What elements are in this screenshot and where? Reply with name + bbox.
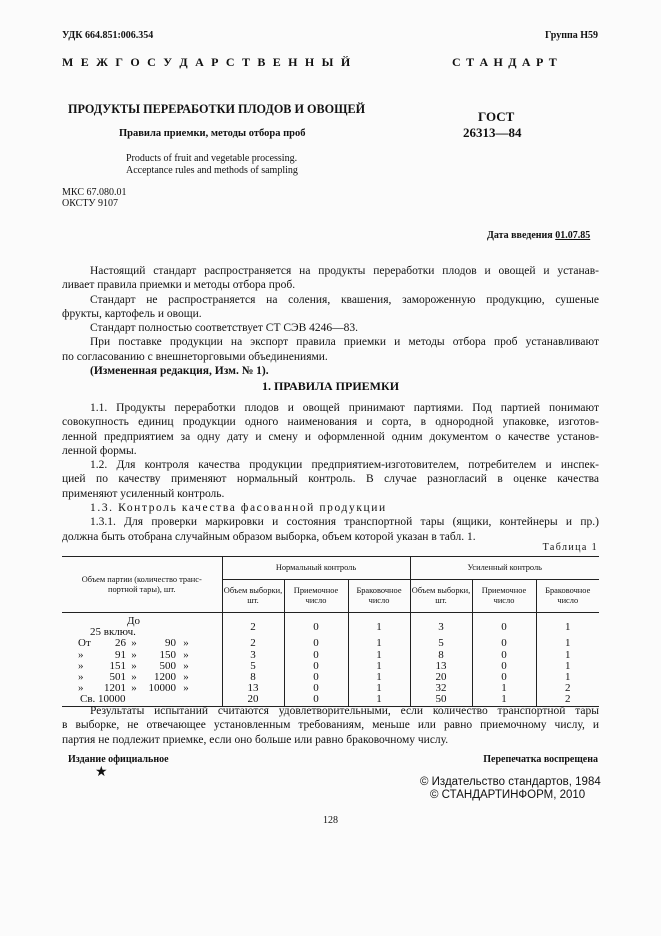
clause-1-3-1-line1: 1.3.1. Для проверки маркировки и состояния транспортной тары (ящики, контейнеры и пр.): [90, 516, 599, 529]
table-cell: 1: [472, 694, 536, 706]
volume-from: 26: [115, 637, 126, 650]
table-cell: 5: [222, 661, 284, 672]
lot-volume-cell: [62, 672, 222, 683]
table-cell: 8: [410, 650, 472, 661]
table-row: [62, 672, 599, 683]
volume-from: 151: [109, 659, 126, 672]
table-cell: 0: [284, 661, 348, 672]
table-row: [62, 650, 599, 661]
table-cell: 2: [222, 613, 284, 639]
table-cell: 1: [348, 638, 410, 649]
volume-to: 25 включ.: [90, 626, 136, 639]
table-cell: 3: [410, 613, 472, 639]
col-lot-volume: Объем партии (количество транс- портной тары), шт.: [62, 557, 222, 613]
table-cell: 50: [410, 694, 472, 706]
table-cell: 0: [284, 613, 348, 639]
table-cell: 1: [348, 613, 410, 639]
reprint-notice: Перепечатка воспрещена: [483, 754, 598, 765]
volume-ditto: »: [131, 648, 137, 661]
effective-date-label: Дата введения: [487, 230, 553, 241]
lot-volume-cell: [62, 661, 222, 672]
results-line1: Результаты испытаний считаются удовлетворительными, если количество транспортной тары: [90, 705, 599, 717]
table-cell: 0: [284, 638, 348, 649]
volume-prefix: »: [78, 659, 84, 672]
lot-volume-cell: [62, 613, 222, 639]
volume-ditto: »: [131, 671, 137, 684]
intro-p3: Стандарт полностью соответствует СТ СЭВ 4246—83.: [90, 322, 359, 335]
table-cell: 1: [348, 683, 410, 694]
clause-1-2-line3: применяют усиленный контроль.: [62, 487, 225, 500]
volume-prefix: »: [78, 648, 84, 661]
english-title-1: Products of fruit and vegetable processing.: [126, 153, 298, 164]
table-cell: 1: [348, 694, 410, 706]
col-normal-accept: Приемочное число: [284, 580, 348, 613]
table-cell: 1: [472, 683, 536, 694]
volume-to: 90: [165, 637, 176, 650]
intro-p1-line2: ливает правила приемки и методы отбора проб.: [62, 279, 296, 292]
table-cell: 1: [348, 661, 410, 672]
volume-from: 91: [115, 648, 126, 661]
mks-code: МКС 67.080.01: [62, 187, 127, 198]
group-code: Группа Н59: [545, 30, 598, 41]
table-row: [62, 613, 599, 639]
col-strict-reject: Браковочное число: [536, 580, 599, 613]
group-strict-control: Усиленный контроль: [410, 557, 599, 580]
volume-to: 10000: [148, 682, 176, 695]
table-cell: 2: [565, 682, 571, 695]
table-cell: 0: [472, 661, 536, 672]
table-cell: 0: [472, 613, 536, 639]
table-cell: 20: [222, 694, 284, 706]
group-normal-control: Нормальный контроль: [222, 557, 410, 580]
clause-1-1-line2: совокупность единиц продукции одного наименования и сорта, в однородной упаковке, изготов-: [62, 416, 599, 429]
clause-1-2-line1: 1.2. Для контроля качества продукции предприятием-изготовителем, потребителем и инспек-: [90, 459, 599, 472]
table-cell: 1: [565, 637, 571, 650]
clause-1-1-line4: ленной формы.: [62, 444, 137, 457]
clause-1-1-line3: ленной предприятием за одну дату и смену и оформленной одним документом о качестве установ-: [62, 430, 599, 443]
table-cell: 20: [410, 672, 472, 683]
table-row: [62, 638, 599, 649]
results-line3: партия не подлежит приемке, если оно больше или равно браковочному числу.: [62, 733, 449, 746]
table-cell: 0: [472, 638, 536, 649]
col-normal-reject: Браковочное число: [348, 580, 410, 613]
official-edition: Издание официальное: [68, 754, 169, 765]
table-row: [62, 661, 599, 672]
col-normal-sample: Объем выборки, шт.: [222, 580, 284, 613]
volume-from: 1201: [104, 682, 126, 695]
table-cell: 0: [284, 694, 348, 706]
english-title-2: Acceptance rules and methods of sampling: [126, 165, 298, 176]
table-cell: 32: [410, 683, 472, 694]
volume-ditto: »: [131, 637, 137, 650]
col-strict-accept: Приемочное число: [472, 580, 536, 613]
volume-from: 501: [109, 671, 126, 684]
volume-to: 150: [159, 648, 176, 661]
lot-volume-cell: [62, 650, 222, 661]
gost-label: ГОСТ: [478, 109, 515, 124]
table-caption: Таблица 1: [542, 542, 598, 553]
table-cell: 1: [565, 620, 571, 633]
sampling-table: [62, 556, 599, 707]
amendment-note: (Измененная редакция, Изм. № 1).: [90, 365, 269, 378]
col-strict-sample: Объем выборки, шт.: [410, 580, 472, 613]
volume-prefix: От: [78, 637, 91, 650]
table-cell: 1: [348, 650, 410, 661]
volume-ditto: »: [183, 659, 189, 672]
lot-volume-cell: [62, 638, 222, 649]
section-heading: 1. ПРАВИЛА ПРИЕМКИ: [261, 379, 400, 393]
volume-ditto: »: [131, 682, 137, 695]
document-subtitle: Правила приемки, методы отбора проб: [119, 128, 306, 139]
table-cell: 1: [565, 659, 571, 672]
intro-p4-line1: При поставке продукции на экспорт правила приемки и методы отбора проб устанавливают: [90, 336, 599, 349]
results-line2: в выборке, не отвечающее установленным требованиям, меньше или равно приемочному числу, и: [62, 719, 599, 732]
volume-prefix: Св. 10000: [80, 693, 126, 706]
banner-right: С Т А Н Д А Р Т: [452, 55, 558, 69]
table-cell: 5: [410, 638, 472, 649]
intro-p2-line2: фрукты, картофель и овощи.: [62, 307, 202, 320]
volume-to: 1200: [154, 671, 176, 684]
clause-1-3-1-line2: должна быть отобрана случайным образом выборка, объем которой указан в табл. 1.: [62, 530, 476, 543]
okstu-code: ОКСТУ 9107: [62, 198, 119, 209]
copyright-1984: © Издательство стандартов, 1984: [420, 776, 601, 788]
intro-p1-line1: Настоящий стандарт распространяется на продукты переработки плодов и овощей и устанав-: [90, 265, 599, 277]
table-cell: 0: [472, 672, 536, 683]
table-cell: 13: [410, 661, 472, 672]
volume-to: 500: [159, 659, 176, 672]
gost-number: 26313—84: [463, 125, 522, 140]
volume-prefix: »: [78, 671, 84, 684]
table-cell: 1: [565, 671, 571, 684]
clause-1-2-line2: цией по качеству применяют нормальный контроль. В случае разногласий в оценке качества: [62, 473, 599, 486]
clause-1-3: 1.3. Контроль качества фасованной продукции: [90, 502, 387, 515]
udk-code: УДК 664.851:006.354: [62, 30, 154, 41]
clause-1-1-line1: 1.1. Продукты переработки плодов и овощей принимают партиями. Под партией понимают: [90, 402, 599, 414]
table-cell: 2: [222, 638, 284, 649]
volume-ditto: »: [183, 637, 189, 650]
banner-left: М Е Ж Г О С У Д А Р С Т В Е Н Н Ы Й: [62, 55, 352, 69]
table-cell: 1: [348, 672, 410, 683]
table-cell: 0: [284, 672, 348, 683]
volume-from: До: [126, 615, 140, 627]
table-cell: 0: [284, 650, 348, 661]
volume-ditto: »: [131, 659, 137, 672]
document-title: ПРОДУКТЫ ПЕРЕРАБОТКИ ПЛОДОВ И ОВОЩЕЙ: [68, 102, 366, 116]
intro-p4-line2: по согласованию с внешнеторговыми объединениями.: [62, 350, 328, 363]
volume-prefix: »: [78, 682, 84, 695]
table-cell: 8: [222, 672, 284, 683]
table-cell: 0: [284, 683, 348, 694]
star-icon: ★: [95, 765, 108, 780]
volume-ditto: »: [183, 648, 189, 661]
table-cell: 1: [565, 648, 571, 661]
copyright-2010: © СТАНДАРТИНФОРМ, 2010: [430, 789, 586, 801]
effective-date: [487, 230, 590, 241]
volume-ditto: »: [183, 671, 189, 684]
table-cell: 0: [472, 650, 536, 661]
intro-p2-line1: Стандарт не распространяется на соления, квашения, замороженную продукцию, сушеные: [90, 293, 599, 306]
page-number: 128: [323, 815, 338, 826]
table-cell: 3: [222, 650, 284, 661]
effective-date-value: 01.07.85: [555, 230, 591, 241]
table-row: [62, 683, 599, 694]
volume-ditto: »: [183, 682, 189, 695]
table-cell: 13: [222, 683, 284, 694]
table-cell: 2: [536, 694, 599, 706]
